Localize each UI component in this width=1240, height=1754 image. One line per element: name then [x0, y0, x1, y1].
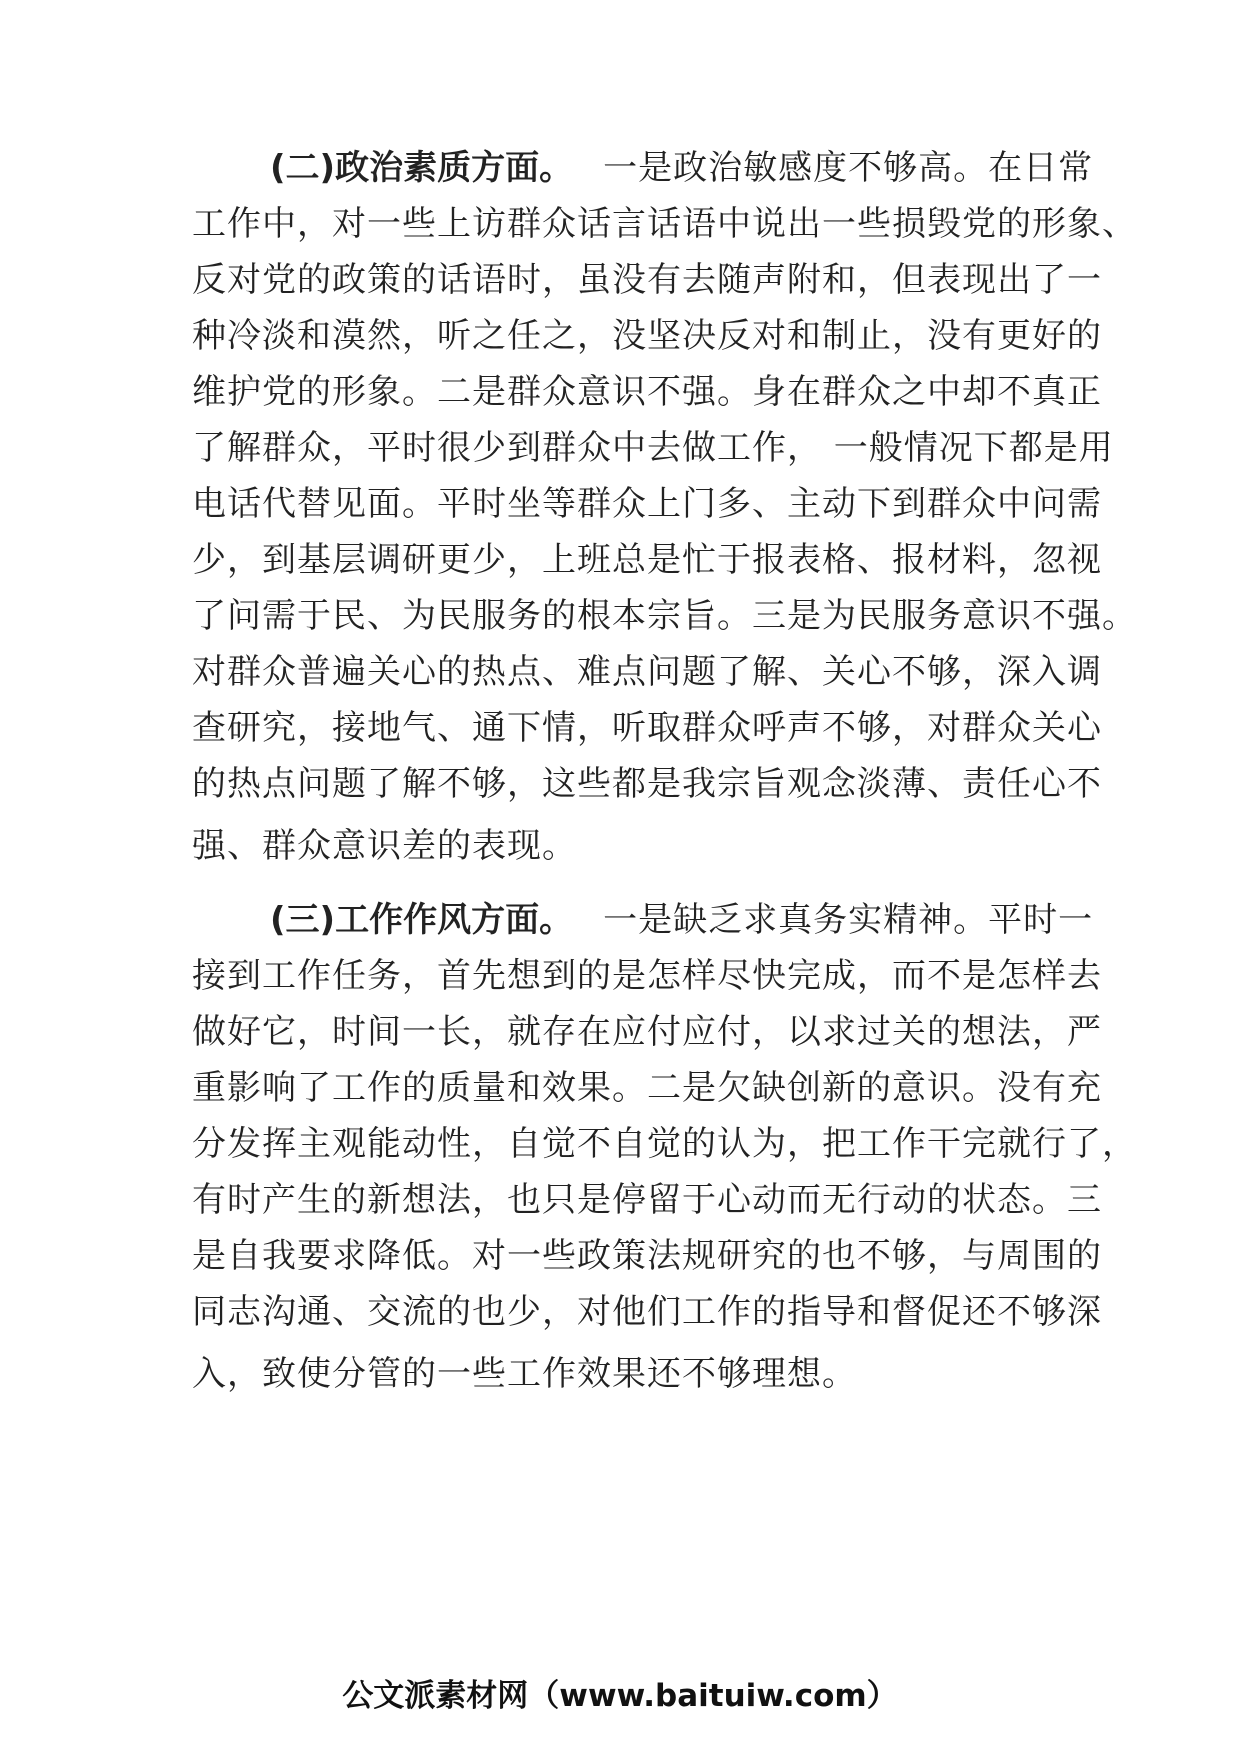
paragraph-line: 接到工作任务，首先想到的是怎样尽快完成，而不是怎样去	[192, 956, 1102, 996]
paragraph-line: 电话代替见面。平时坐等群众上门多、主动下到群众中问需	[192, 484, 1102, 524]
paragraph-line: 种冷淡和漠然，听之任之，没坚决反对和制止，没有更好的	[192, 316, 1102, 356]
paragraph-line: 工作中，对一些上访群众话言话语中说出一些损毁党的形象、	[192, 204, 1137, 244]
paragraph-line: 了解群众，平时很少到群众中去做工作， 一般情况下都是用	[192, 428, 1114, 468]
paragraph-line: 做好它，时间一长，就存在应付应付，以求过关的想法，严	[192, 1012, 1102, 1052]
paragraph-line: 强、群众意识差的表现。	[192, 826, 577, 866]
paragraph-line: 一是缺乏求真务实精神。平时一	[603, 900, 1094, 940]
section-3-heading: (三)工作作风方面。	[270, 900, 574, 940]
paragraph-line: 查研究，接地气、通下情，听取群众呼声不够，对群众关心	[192, 708, 1102, 748]
paragraph-line: 有时产生的新想法，也只是停留于心动而无行动的状态。三	[192, 1180, 1102, 1220]
section-3-first-line	[270, 900, 1093, 940]
paragraph-line: 了问需于民、为民服务的根本宗旨。三是为民服务意识不强。	[192, 596, 1137, 636]
paragraph-line: 的热点问题了解不够，这些都是我宗旨观念淡薄、责任心不	[192, 764, 1102, 804]
paragraph-line: 少，到基层调研更少，上班总是忙于报表格、报材料，忽视	[192, 540, 1102, 580]
paragraph-line: 对群众普遍关心的热点、难点问题了解、关心不够，深入调	[192, 652, 1102, 692]
paragraph-line: 维护党的形象。二是群众意识不强。身在群众之中却不真正	[192, 372, 1102, 412]
paragraph-line: 反对党的政策的话语时，虽没有去随声附和，但表现出了一	[192, 260, 1102, 300]
paragraph-line: 重影响了工作的质量和效果。二是欠缺创新的意识。没有充	[192, 1068, 1102, 1108]
section-2-first-line	[270, 148, 1093, 188]
paragraph-line: 同志沟通、交流的也少，对他们工作的指导和督促还不够深	[192, 1292, 1102, 1332]
paragraph-line: 入，致使分管的一些工作效果还不够理想。	[192, 1354, 857, 1394]
paragraph-line: 分发挥主观能动性，自觉不自觉的认为，把工作干完就行了，	[192, 1124, 1137, 1164]
paragraph-line: 是自我要求降低。对一些政策法规研究的也不够，与周围的	[192, 1236, 1102, 1276]
footer-source: 公文派素材网（www.baituiw.com）	[342, 1678, 898, 1714]
section-2-heading: (二)政治素质方面。	[270, 148, 574, 188]
paragraph-line: 一是政治敏感度不够高。在日常	[603, 148, 1094, 188]
